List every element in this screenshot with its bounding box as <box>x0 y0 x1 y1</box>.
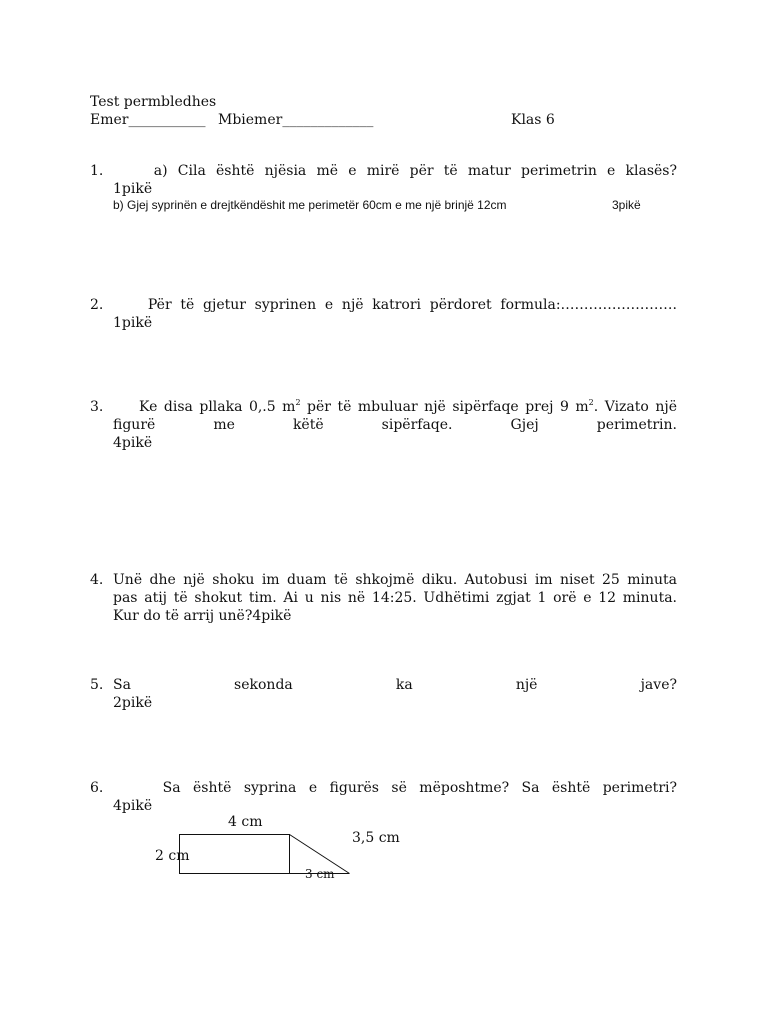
question-text: Për të gjetur syprinen e një katrori përdoret formula:……………………. <box>147 297 677 313</box>
question-word: Sa <box>113 677 131 693</box>
name-field-label: Emer___________ <box>90 112 206 128</box>
question-word: një <box>515 677 538 693</box>
question-1b-points: 3pikë <box>612 198 641 212</box>
question-word: ka <box>395 677 413 693</box>
question-points: 4pikë <box>113 798 153 814</box>
figure-base-label: 3 cm <box>305 867 335 881</box>
question-number: 4. <box>90 572 104 588</box>
question-text-line-2: figurë me këtë sipërfaqe. Gjej perimetrin. <box>113 417 677 433</box>
document-title: Test permbledhes <box>90 94 217 110</box>
surname-field-label: Mbiemer_____________ <box>218 112 374 128</box>
figure-top-label: 4 cm <box>228 814 263 830</box>
question-number: 5. <box>90 677 104 693</box>
question-number: 1. <box>90 163 104 179</box>
question-text-line-1: Ke disa pllaka 0,.5 $m^2$ për të mbuluar një sipërfaqe prej 9 $m^2$. Vizato një <box>139 398 677 415</box>
question-number: 6. <box>90 780 104 796</box>
question-word: sekonda <box>234 677 293 693</box>
question-1b-text: b) Gjej syprinën e drejtkëndëshit me perimetër 60cm e me një brinjë 12cm <box>113 198 507 212</box>
figure-left-label: 2 cm <box>155 848 190 864</box>
question-points: 4pikë <box>113 435 153 451</box>
question-points: 2pikë <box>113 695 153 711</box>
question-text-line-2: pas atij të shokut tim. Ai u nis në 14:25. Udhëtimi zgjat 1 orë e 12 minuta. <box>113 590 677 606</box>
question-points: 1pikë <box>113 315 153 331</box>
question-text: a) Cila është njësia më e mirë për të matur perimetrin e klasës? <box>153 163 677 179</box>
figure-hyp-label: 3,5 cm <box>352 830 400 846</box>
question-number: 3. <box>90 399 104 415</box>
question-text-line-1: Unë dhe një shoku im duam të shkojmë diku. Autobusi im niset 25 minuta <box>113 572 677 588</box>
class-label: Klas 6 <box>511 112 555 128</box>
question-word: jave? <box>640 677 677 693</box>
question-text: Sa është syprina e figurës së mëposhtme? Sa është perimetri? <box>162 780 677 796</box>
question-points: 1pikë <box>113 181 153 197</box>
question-number: 2. <box>90 297 104 313</box>
figure-rectangle <box>180 835 290 874</box>
question-text-line-3: Kur do të arrij unë?4pikë <box>113 608 292 624</box>
